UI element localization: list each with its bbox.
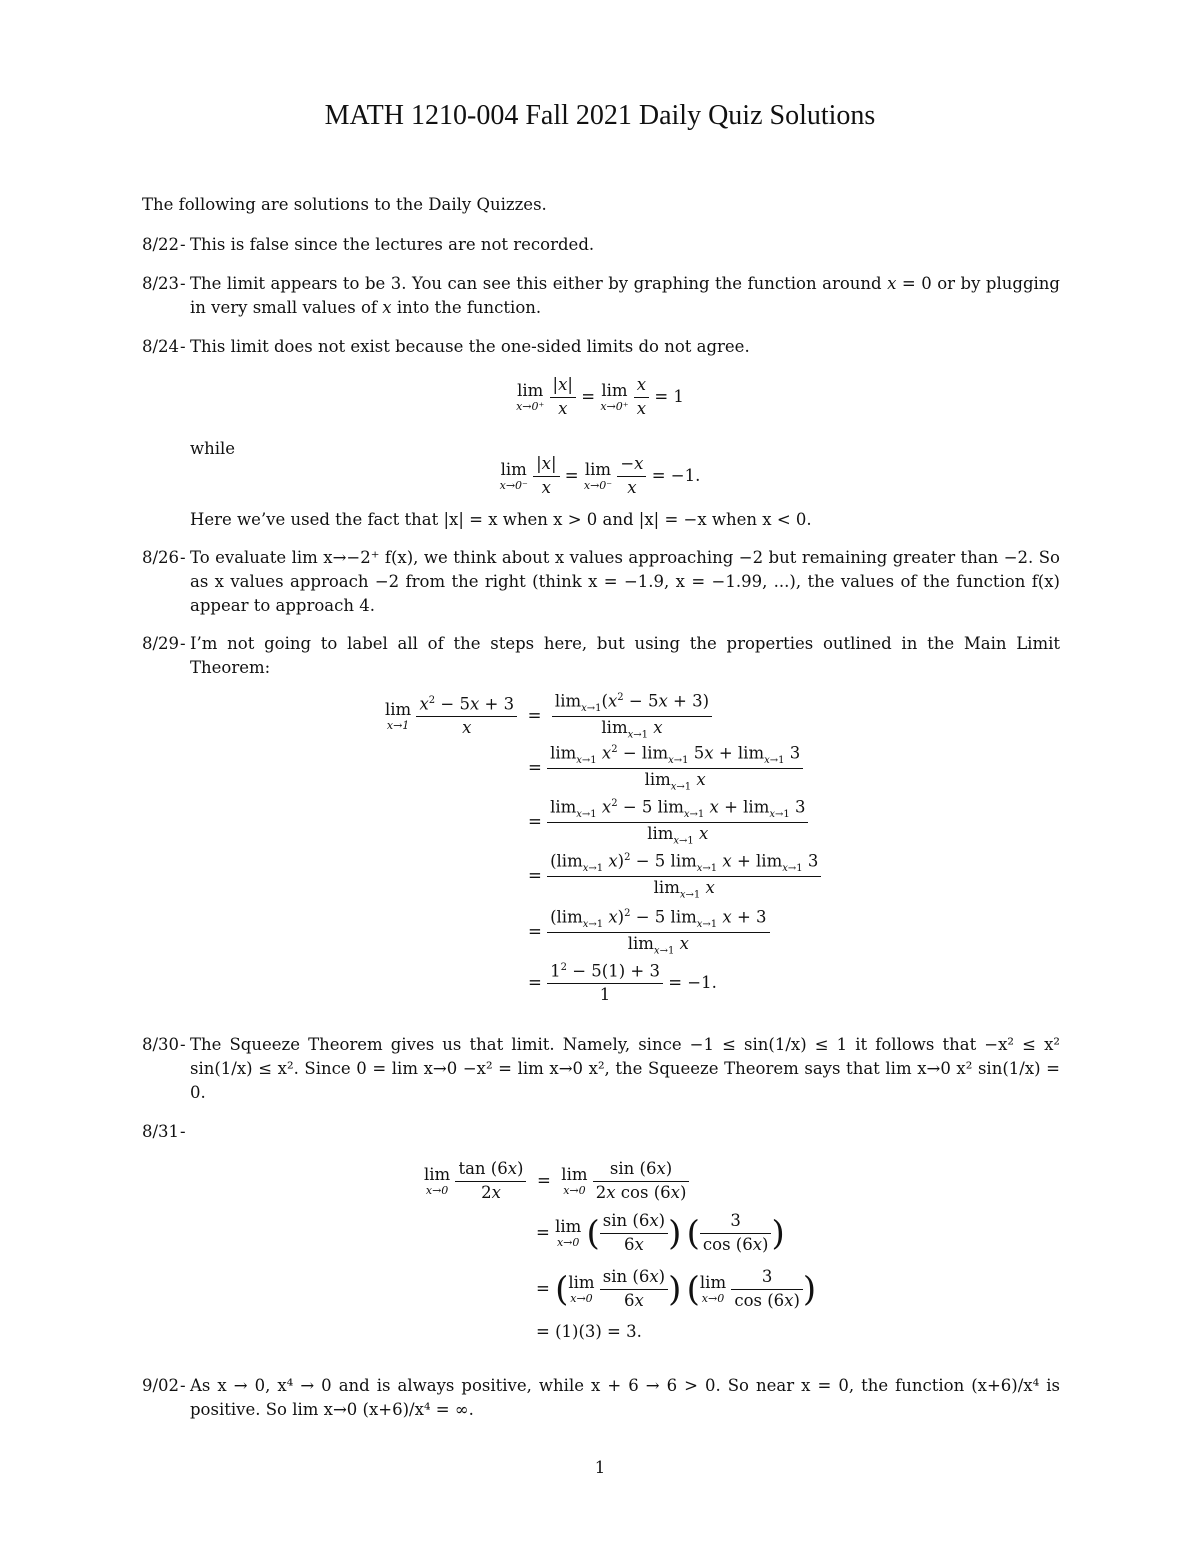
list-item: 8/30 - The Squeeze Theorem gives us that limit. Namely, since −1 ≤ sin(1/x) ≤ 1 it follows that −x² ≤ x² sin(1/x) ≤ x². Since 0 = lim x→0 −x² = lim x→0 x², the Squeeze Theorem says that lim x→0 x² sin(1/x) = 0.	[142, 1033, 1060, 1105]
item-date: 8/24	[142, 337, 180, 356]
list-item: 8/24 - This limit does not exist because the one-sided limits do not agree.	[142, 335, 1060, 359]
item-date: 8/26	[142, 548, 180, 567]
item-date: 8/23	[142, 274, 180, 293]
item-date: 9/02	[142, 1376, 180, 1395]
item-text: The limit appears to be 3. You can see this either by graphing the function around x = 0 or by plugging in very small values of x into the function.	[190, 274, 1060, 317]
list-item: 9/02 - As x → 0, x⁴ → 0 and is always positive, while x + 6 → 6 > 0. So near x = 0, the function (x+6)/x⁴ is positive. So lim x→0 (x+6)/x⁴ = ∞.	[142, 1374, 1060, 1422]
equation-right-limit: lim x→0⁺ $\frac{|x|}{x}$ = lim x→0⁺ $\frac{x}{x}$ = 1	[516, 375, 684, 418]
item-text: This is false since the lectures are not recorded.	[190, 235, 595, 254]
list-item: 8/29 - I’m not going to label all of the steps here, but using the properties outlined in the Main Limit Theorem:	[142, 632, 1060, 680]
list-item: 8/26 - To evaluate lim x→−2⁺ f(x), we think about x values approaching −2 but remaining greater than −2. So as x values approach −2 from the right (think x = −1.9, x = −1.99, ...), the values of the function f(x) appear to approach 4.	[142, 546, 1060, 618]
item-text: The Squeeze Theorem gives us that limit. Namely, since −1 ≤ sin(1/x) ≤ 1 it follows that −x² ≤ x² sin(1/x) ≤ x². Since 0 = lim x→0 −x² = lim x→0 x², the Squeeze Theorem says that lim x→0 x² sin(1/x) = 0.	[190, 1035, 1060, 1102]
item-text: This limit does not exist because the one-sided limits do not agree.	[190, 337, 750, 356]
item-date: 8/22	[142, 235, 180, 254]
item-text: I’m not going to label all of the steps here, but using the properties outlined in the Main Limit Theorem:	[190, 634, 1060, 677]
intro-text: The following are solutions to the Daily Quizzes.	[142, 195, 547, 214]
item-text: To evaluate lim x→−2⁺ f(x), we think about x values approaching −2 but remaining greater than −2. So as x values approach −2 from the right (think x = −1.9, x = −1.99, ...), the values of the function f(x) appear to approach 4.	[190, 548, 1060, 615]
list-item: 8/23 - The limit appears to be 3. You can see this either by graphing the function around x = 0 or by plugging in very small values of x into the function.	[142, 272, 1060, 320]
item-text: As x → 0, x⁴ → 0 and is always positive, while x + 6 → 6 > 0. So near x = 0, the function (x+6)/x⁴ is positive. So lim x→0 (x+6)/x⁴ = ∞.	[190, 1376, 1060, 1419]
while-text: while	[190, 439, 236, 458]
item-date: 8/31	[142, 1122, 180, 1141]
list-item: 8/22 - This is false since the lectures are not recorded.	[142, 233, 1060, 257]
page-title: MATH 1210-004 Fall 2021 Daily Quiz Solutions	[324, 100, 876, 131]
item-date: 8/30	[142, 1035, 180, 1054]
equation-left-limit: lim x→0⁻ $\frac{|x|}{x}$ = lim x→0⁻ $\frac{-x}{x}$ = −1.	[499, 454, 701, 497]
note-text: Here we’ve used the fact that |x| = x when x > 0 and |x| = −x when x < 0.	[190, 510, 812, 529]
page-number: 1	[594, 1458, 606, 1477]
item-date: 8/29	[142, 634, 180, 653]
